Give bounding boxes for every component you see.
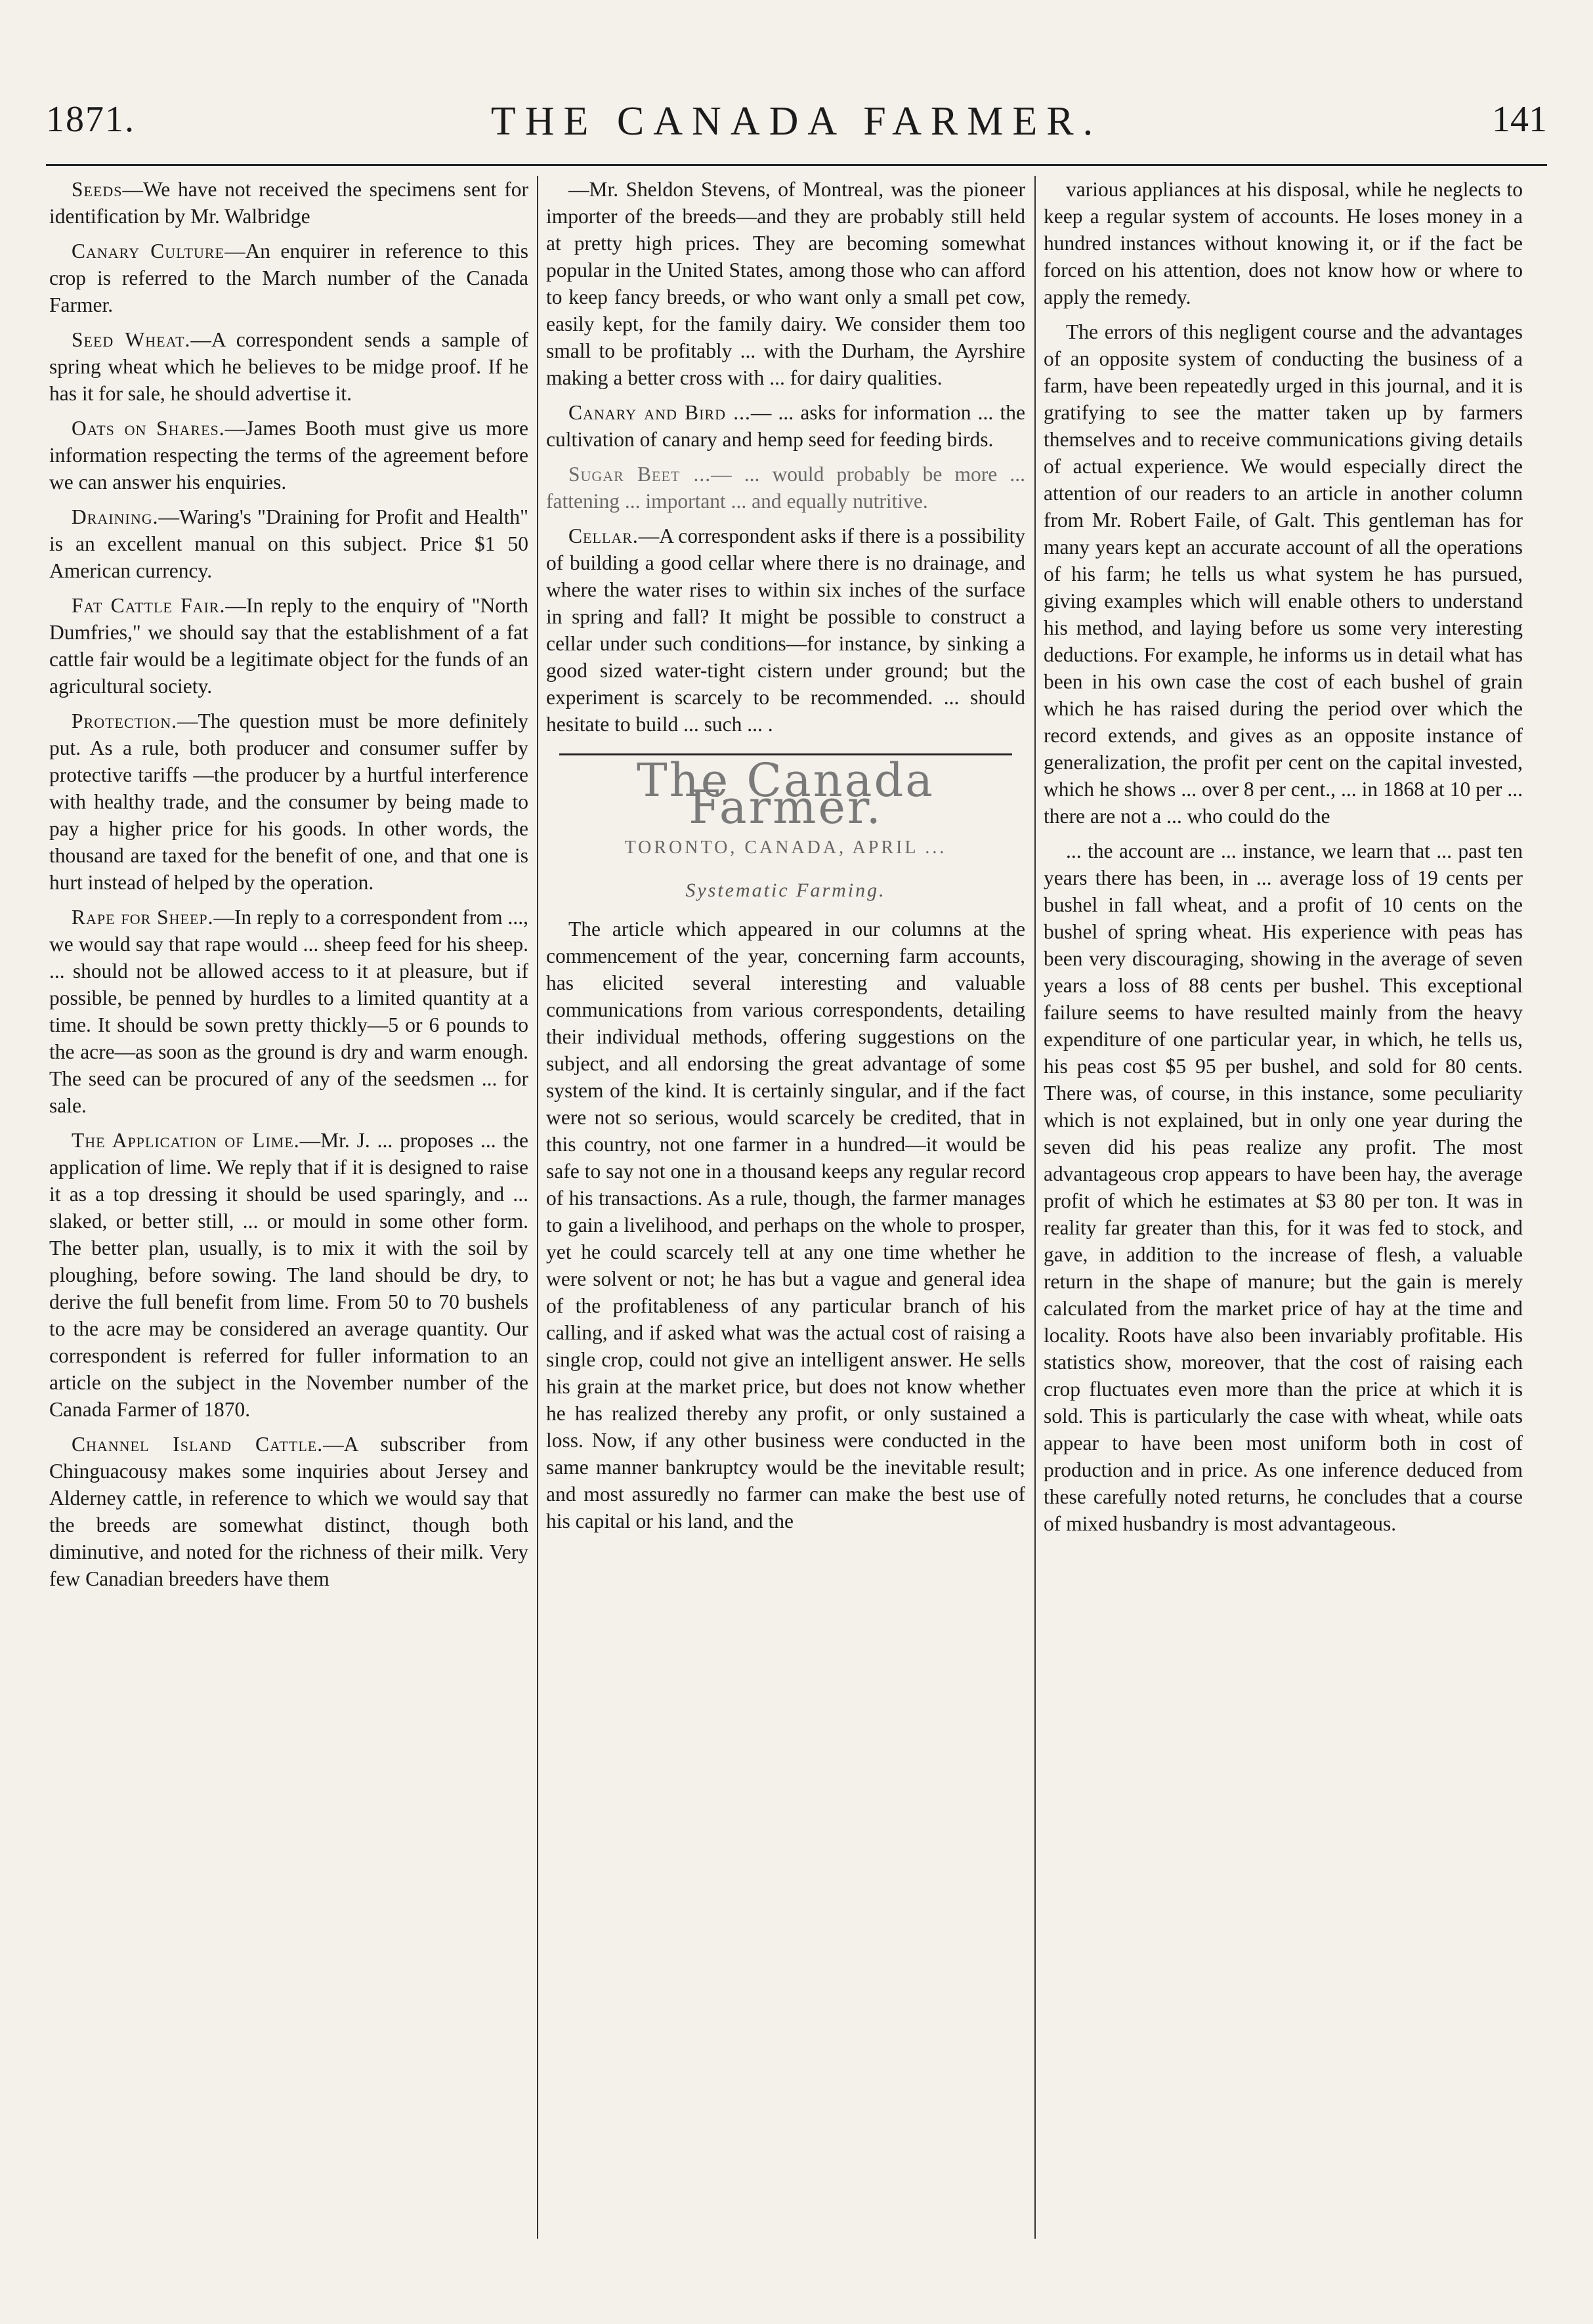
- paragraph-heading: Sugar Beet ...: [568, 463, 712, 486]
- paragraph-text: —An enquirer in reference to this crop is referred to the March number of the Canada Farmer.: [49, 240, 528, 316]
- section-header: [546, 753, 1025, 904]
- paragraph-heading: Cellar.: [568, 524, 639, 547]
- paragraph-text: —We have not received the specimens sent for identification by Mr. Walbridge: [49, 178, 528, 228]
- paragraph: [49, 592, 528, 700]
- paragraph-text: —A correspondent asks if there is a possibility of building a good cellar where there is no drainage, and where the water rises to within six inches of the surface in spring and fall? It might be possible to construct a cellar under such conditions—for instance, by sinking a good sized water-tight cistern under ground; but the experiment is scarcely to be recommended. ... should hesitate to build ... such ... .: [546, 524, 1025, 736]
- section-masthead: The Canada Farmer.: [636, 753, 935, 834]
- paragraph: [546, 916, 1025, 1534]
- newspaper-title: THE CANADA FARMER.: [490, 99, 1103, 144]
- paragraph-text: The errors of this negligent course and the advantages of an opposite system of conducting the business of a farm, have been repeatedly urged in this journal, and it is gratifying to see the matter taken up by farmers themselves and to receive communications giving details of actual experience. We would especially direct the attention of our readers to an article in another column from Mr. Robert Faile, of Galt. This gentleman has for many years kept an accurate account of all the operations of his farm; he tells us what system he has pursued, giving examples which will enable others to understand his method, and laying before us some very interesting deductions. For example, he informs us in detail what has been in his own case the cost of each bushel of grain which he has raised during the period over which the record extends, and gives as an opposite instance of generalization, the profit per cent on the capital invested, which he shows ... over 8 per cent., ... in 1868 at 10 per ... there are not a ... who could do the: [1044, 320, 1523, 828]
- paragraph-heading: Rape for Sheep.: [72, 906, 214, 929]
- paragraph-heading: Channel Island Cattle.: [72, 1433, 324, 1456]
- paragraph-text: — ... asks for information ... the cultivation of canary and hemp seed for feeding birds.: [546, 401, 1025, 451]
- paragraph-text: — ... would probably be more ... fattening ... important ... and equally nutritive.: [546, 463, 1025, 513]
- paragraph-text: —James Booth must give us more information respecting the terms of the agreement before we can answer his enquiries.: [49, 417, 528, 494]
- paragraph: [546, 461, 1025, 515]
- column-1: [49, 176, 528, 1600]
- paragraph-heading: Draining.: [72, 505, 159, 528]
- paragraph-heading: Oats on Shares.: [72, 417, 225, 440]
- paragraph: [49, 1431, 528, 1592]
- masthead-rule: [46, 164, 1547, 166]
- paragraph-text: —A subscriber from Chinguacousy makes some inquiries about Jersey and Alderney cattle, in reference to which we would say that the breeds are somewhat distinct, though both diminutive, and noted for the richness of their milk. Very few Canadian breeders have them: [49, 1433, 528, 1590]
- paragraph: [546, 399, 1025, 453]
- paragraph: [49, 326, 528, 407]
- page-number: 141: [1492, 99, 1547, 140]
- paragraph-heading: Protection.: [72, 709, 178, 732]
- paragraph: [49, 904, 528, 1119]
- paragraph: [546, 176, 1025, 391]
- dateline: TORONTO, CANADA, APRIL ...: [624, 837, 947, 858]
- paragraph-heading: Canary and Bird ...: [568, 401, 751, 424]
- paragraph-heading: The Application of Lime.: [72, 1129, 300, 1152]
- paragraph-heading: Seeds: [72, 178, 123, 201]
- issue-year: 1871.: [46, 99, 135, 140]
- paragraph-text: —The question must be more definitely put. As a rule, both producer and consumer suffer by protective tariffs —the producer by a hurtful interference with healthy trade, and the consumer by being made to pay a higher price for his goods. In other words, the thousand are taxed for the benefit of one, and that one is hurt instead of helped by the operation.: [49, 709, 528, 894]
- paragraph-text: various appliances at his disposal, while he neglects to keep a regular system of accounts. He loses money in a hundred instances without knowing it, or if the fact be forced on his attention, does not know how or where to apply the remedy.: [1044, 178, 1523, 308]
- paragraph: [546, 522, 1025, 738]
- column-divider: [1034, 176, 1036, 2239]
- paragraph-text: —Waring's "Draining for Profit and Health" is an excellent manual on this subject. Price $1 50 American currency.: [49, 505, 528, 582]
- paragraph: [1044, 176, 1523, 310]
- paragraph-text: The article which appeared in our columns at the commencement of the year, concerning farm accounts, has elicited several interesting and valuable communications from various correspondents, detailing their individual methods, offering suggestions on the subject, and all endorsing the great advantage of some system of the kind. It is certainly singular, and if the fact were not so serious, would scarcely be credited, that in this country, not one farmer in a hundred—it would be safe to say not one in a thousand keeps any regular record of his transactions. As a rule, though, the farmer manages to gain a livelihood, and perhaps on the whole to prosper, yet he could scarcely tell at any one time whether he were solvent or not; he has but a vague and general idea of the profitableness of any particular branch of his calling, and if asked what was the actual cost of raising a single crop, could not give an intelligent answer. He sells his grain at the market price, but does not know whether he has realized thereby any profit, or only sustained a loss. Now, if any other business were conducted in the same manner bankruptcy would be the inevitable result; and most assuredly no farmer can make the best use of his capital or his land, and the: [546, 918, 1025, 1532]
- paragraph-heading: Seed Wheat.: [72, 328, 191, 351]
- column-3: [1044, 176, 1523, 1545]
- paragraph: [49, 238, 528, 318]
- paragraph-text: —A correspondent sends a sample of spring wheat which he believes to be midge proof. If he has it for sale, he should advertise it.: [49, 328, 528, 405]
- article-title: Systematic Farming.: [685, 879, 886, 901]
- paragraph: [1044, 318, 1523, 830]
- paragraph-text: —Mr. Sheldon Stevens, of Montreal, was the pioneer importer of the breeds—and they are probably still held at pretty high prices. They are becoming somewhat popular in the United States, among those who can afford to keep fancy breeds, or who want only a small pet cow, easily kept, for the family dairy. We consider them too small to be profitably ... with the Durham, the Ayrshire making a better cross with ... for dairy qualities.: [546, 178, 1025, 389]
- paragraph-text: —Mr. J. ... proposes ... the application of lime. We reply that if it is designed to raise it as a top dressing it should be used sparingly, and ... slaked, or better still, ... or mould in some other form. The better plan, usually, is to mix it with the soil by ploughing, before sowing. The land should be dry, to derive the full benefit from lime. From 50 to 70 bushels to the acre may be considered an average quantity. Our correspondent is referred for fuller information to an article on the subject in the November number of the Canada Farmer of 1870.: [49, 1129, 528, 1421]
- paragraph: [49, 1127, 528, 1423]
- column-2: [546, 176, 1025, 1542]
- paragraph-text: —In reply to a correspondent from ..., we would say that rape would ... sheep feed for his sheep. ... should not be allowed access to it at pleasure, but if possible, be penned by hurdles to a limited quantity at a time. It should be sown pretty thickly—5 or 6 pounds to the acre—as soon as the ground is dry and warm enough. The seed can be procured of any of the seedsmen ... for sale.: [49, 906, 528, 1117]
- paragraph-text: ... the account are ... instance, we learn that ... past ten years there has been, in ... average loss of 19 cents per bushel in fall wheat, and a profit of 10 cents on the bushel of spring wheat. His experience with peas has been very discouraging, showing in the average of seven years a loss of 88 cents per bushel. This exceptional failure seems to have resulted mainly from the heavy expenditure of one particular year, in which, he tells us, his peas cost $5 95 per bushel, and sold for 80 cents. There was, of course, in this instance, some peculiarity which is not explained, but in only one year during the seven did his peas realize any profit. The most advantageous crop appears to have been hay, the average profit of which he estimates at $3 80 per ton. It was in reality far greater than this, for it was fed to stock, and gave, in addition to the increase of flesh, a valuable return in the shape of manure; but the gain is merely calculated from the market price of hay at the time and locality. Roots have also been invariably profitable. His statistics show, moreover, that the cost of raising each crop fluctuates even more than the price at which it is sold. This is particularly the case with wheat, while oats appear to have been most uniform both in cost of production and in price. As one inference deduced from these carefully noted returns, he concludes that a course of mixed husbandry is most advantageous.: [1044, 839, 1523, 1535]
- paragraph-heading: Fat Cattle Fair.: [72, 594, 226, 617]
- masthead: [46, 98, 1547, 158]
- paragraph: [49, 708, 528, 896]
- paragraph: [49, 503, 528, 584]
- paragraph: [1044, 837, 1523, 1537]
- paragraph: [49, 176, 528, 230]
- paragraph-heading: Canary Culture: [72, 240, 225, 263]
- paragraph: [49, 415, 528, 496]
- column-divider: [537, 176, 538, 2239]
- paragraph-text: —In reply to the enquiry of "North Dumfries," we should say that the establishment of a fat cattle fair would be a legitimate object for the funds of an agricultural society.: [49, 594, 528, 698]
